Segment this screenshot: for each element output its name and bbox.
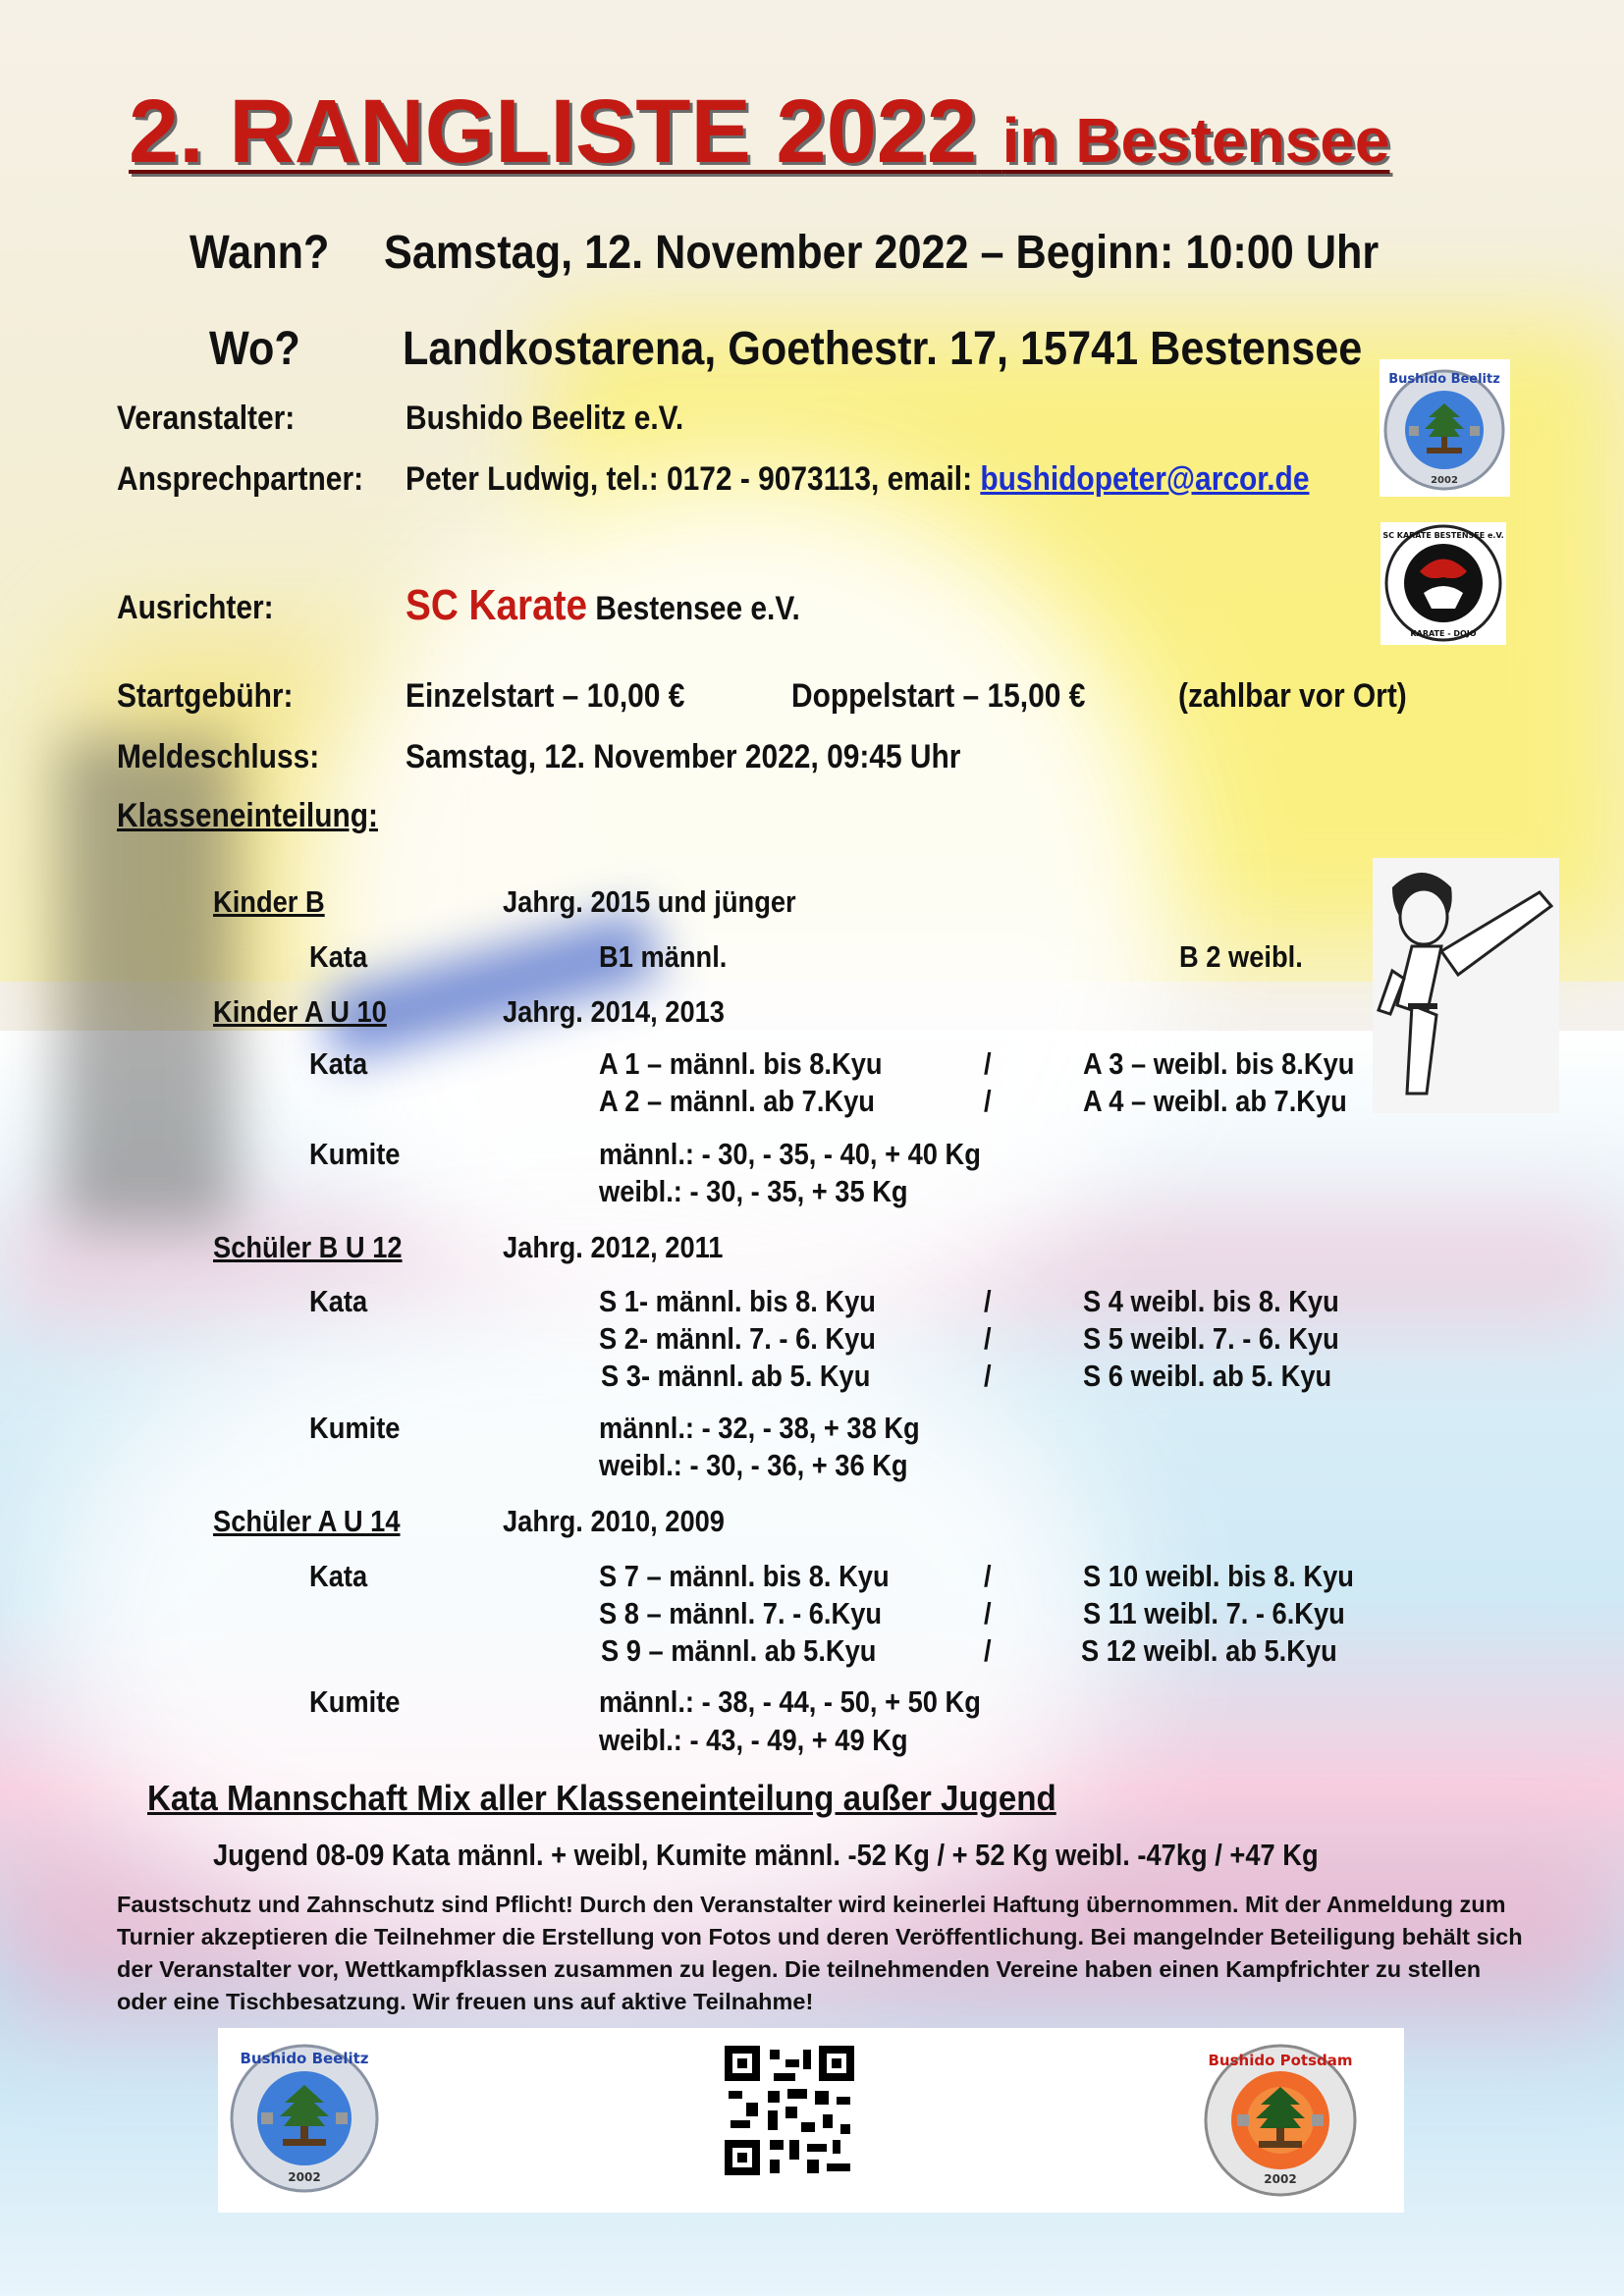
kinder-b-kata-w: B 2 weibl. bbox=[1179, 939, 1303, 974]
bushido-beelitz-logo-bottom-box bbox=[226, 2034, 383, 2201]
schueler-a-year: Jahrg. 2010, 2009 bbox=[503, 1504, 725, 1538]
svg-text:Bushido Beelitz: Bushido Beelitz bbox=[1388, 372, 1500, 387]
schueler-b-kata-w3: S 6 weibl. ab 5. Kyu bbox=[1083, 1359, 1332, 1393]
deadline-value: Samstag, 12. November 2022, 09:45 Uhr bbox=[406, 738, 961, 775]
separator: / bbox=[984, 1084, 992, 1118]
contact-email-link[interactable]: bushidopeter@arcor.de bbox=[980, 460, 1310, 498]
kinder-a-kata-w1: A 3 – weibl. bis 8.Kyu bbox=[1083, 1046, 1355, 1081]
kinder-a-kata-m2: A 2 – männl. ab 7.Kyu bbox=[599, 1084, 875, 1118]
separator: / bbox=[984, 1633, 992, 1668]
schueler-b-kumite-w: weibl.: - 30, - 36, + 36 Kg bbox=[599, 1448, 908, 1482]
kinder-b-year: Jahrg. 2015 und jünger bbox=[503, 884, 796, 919]
organizer-value: Bushido Beelitz e.V. bbox=[406, 400, 684, 437]
kinder-a-year: Jahrg. 2014, 2013 bbox=[503, 994, 725, 1029]
page-title bbox=[129, 80, 1389, 184]
fee-double: Doppelstart – 15,00 € bbox=[791, 677, 1086, 715]
schueler-b-year: Jahrg. 2012, 2011 bbox=[503, 1230, 724, 1264]
sc-karate-logo-box bbox=[1380, 522, 1506, 645]
schueler-a-kata-w1: S 10 weibl. bis 8. Kyu bbox=[1083, 1559, 1354, 1593]
schueler-a-name: Schüler A U 14 bbox=[213, 1504, 401, 1538]
team-kata-heading: Kata Mannschaft Mix aller Klasseneinteilung außer Jugend bbox=[147, 1778, 1056, 1818]
svg-text:KARATE - DOJO: KARATE - DOJO bbox=[1410, 629, 1477, 638]
schueler-b-kumite-label: Kumite bbox=[309, 1411, 401, 1445]
where-label: Wo? bbox=[209, 323, 300, 375]
schueler-a-kata-w3: S 12 weibl. ab 5.Kyu bbox=[1081, 1633, 1337, 1668]
sc-karate-logo bbox=[1380, 522, 1506, 645]
host-brand: SC Karate bbox=[406, 581, 588, 629]
classes-heading: Klasseneinteilung: bbox=[117, 797, 379, 834]
schueler-a-kumite-label: Kumite bbox=[309, 1684, 401, 1719]
youth-line: Jugend 08-09 Kata männl. + weibl, Kumite männl. -52 Kg / + 52 Kg weibl. -47kg / +47 Kg bbox=[213, 1838, 1319, 1872]
host-label: Ausrichter: bbox=[117, 589, 274, 626]
schueler-b-kata-label: Kata bbox=[309, 1284, 368, 1318]
svg-text:Bushido Beelitz: Bushido Beelitz bbox=[240, 2050, 369, 2067]
kinder-a-kumite-label: Kumite bbox=[309, 1137, 401, 1171]
schueler-a-kumite-w: weibl.: - 43, - 49, + 49 Kg bbox=[599, 1723, 908, 1757]
schueler-b-kata-w1: S 4 weibl. bis 8. Kyu bbox=[1083, 1284, 1339, 1318]
schueler-a-kata-m1: S 7 – männl. bis 8. Kyu bbox=[599, 1559, 890, 1593]
bushido-potsdam-logo bbox=[1200, 2034, 1362, 2203]
schueler-b-kata-m2: S 2- männl. 7. - 6. Kyu bbox=[599, 1321, 876, 1356]
when-label: Wann? bbox=[189, 227, 330, 279]
kinder-b-kata-m: B1 männl. bbox=[599, 939, 728, 974]
separator: / bbox=[984, 1046, 992, 1081]
kinder-b-name: Kinder B bbox=[213, 884, 325, 919]
organizer-label: Veranstalter: bbox=[117, 400, 296, 437]
schueler-b-name: Schüler B U 12 bbox=[213, 1230, 403, 1264]
separator: / bbox=[984, 1321, 992, 1356]
kinder-a-kata-label: Kata bbox=[309, 1046, 368, 1081]
separator: / bbox=[984, 1284, 992, 1318]
separator: / bbox=[984, 1596, 992, 1630]
deadline-label: Meldeschluss: bbox=[117, 738, 320, 775]
svg-text:Bushido Potsdam: Bushido Potsdam bbox=[1208, 2052, 1353, 2069]
svg-text:2002: 2002 bbox=[1264, 2172, 1297, 2186]
svg-text:2002: 2002 bbox=[288, 2170, 321, 2184]
schueler-a-kumite-m: männl.: - 38, - 44, - 50, + 50 Kg bbox=[599, 1684, 981, 1719]
schueler-a-kata-w2: S 11 weibl. 7. - 6.Kyu bbox=[1083, 1596, 1345, 1630]
kinder-a-name: Kinder A U 10 bbox=[213, 994, 387, 1029]
title-suffix: in Bestensee bbox=[1001, 105, 1390, 176]
where-value: Landkostarena, Goethestr. 17, 15741 Bestensee bbox=[403, 323, 1363, 375]
schueler-a-kata-label: Kata bbox=[309, 1559, 368, 1593]
disclaimer: Faustschutz und Zahnschutz sind Pflicht! Durch den Veranstalter wird keinerlei Haftung übernommen. Mit der Anmeldung zum Turnier akzeptieren die Teilnehmer die Erstellung von Fotos und deren Veröffentlichung. Bei mangelnder Beteiligung behält sich der Veranstalter vor, Wettkampfklassen zusammen zu legen. Die teilnehmenden Vereine haben einen Kampfrichter zu stellen oder eine Tischbesatzung. Wir freuen uns auf aktive Teilnahme! bbox=[117, 1892, 1523, 2014]
bushido-potsdam-logo-box bbox=[1200, 2034, 1362, 2203]
kinder-b-kata-label: Kata bbox=[309, 939, 368, 974]
schueler-b-kata-m1: S 1- männl. bis 8. Kyu bbox=[599, 1284, 876, 1318]
contact-value: Peter Ludwig, tel.: 0172 - 9073113, email: bushidopeter@arcor.de bbox=[406, 460, 1310, 498]
separator: / bbox=[984, 1359, 992, 1393]
svg-text:SC KARATE BESTENSEE e.V.: SC KARATE BESTENSEE e.V. bbox=[1382, 531, 1504, 540]
karate-kid-illustration bbox=[1373, 858, 1559, 1113]
title-main: 2. RANGLISTE 2022 bbox=[129, 81, 978, 182]
svg-text:2002: 2002 bbox=[1431, 475, 1458, 486]
contact-label: Ansprechpartner: bbox=[117, 460, 364, 498]
schueler-b-kumite-m: männl.: - 32, - 38, + 38 Kg bbox=[599, 1411, 920, 1445]
schueler-b-kata-m3: S 3- männl. ab 5. Kyu bbox=[601, 1359, 871, 1393]
fee-single: Einzelstart – 10,00 € bbox=[406, 677, 685, 715]
kinder-a-kumite-w: weibl.: - 30, - 35, + 35 Kg bbox=[599, 1174, 908, 1208]
host-value: SC Karate Bestensee e.V. bbox=[406, 581, 800, 629]
kinder-a-kata-m1: A 1 – männl. bis 8.Kyu bbox=[599, 1046, 883, 1081]
schueler-a-kata-m3: S 9 – männl. ab 5.Kyu bbox=[601, 1633, 877, 1668]
bushido-beelitz-logo bbox=[1380, 359, 1510, 497]
when-value: Samstag, 12. November 2022 – Beginn: 10:00 Uhr bbox=[384, 227, 1380, 279]
qr-code[interactable] bbox=[725, 2046, 854, 2175]
fee-note: (zahlbar vor Ort) bbox=[1178, 677, 1407, 715]
bushido-beelitz-logo-box bbox=[1380, 359, 1510, 497]
schueler-b-kata-w2: S 5 weibl. 7. - 6. Kyu bbox=[1083, 1321, 1339, 1356]
kinder-a-kata-w2: A 4 – weibl. ab 7.Kyu bbox=[1083, 1084, 1347, 1118]
kinder-a-kumite-m: männl.: - 30, - 35, - 40, + 40 Kg bbox=[599, 1137, 981, 1171]
bushido-beelitz-logo-bottom bbox=[226, 2034, 383, 2201]
fee-label: Startgebühr: bbox=[117, 677, 294, 715]
schueler-a-kata-m2: S 8 – männl. 7. - 6.Kyu bbox=[599, 1596, 883, 1630]
separator: / bbox=[984, 1559, 992, 1593]
